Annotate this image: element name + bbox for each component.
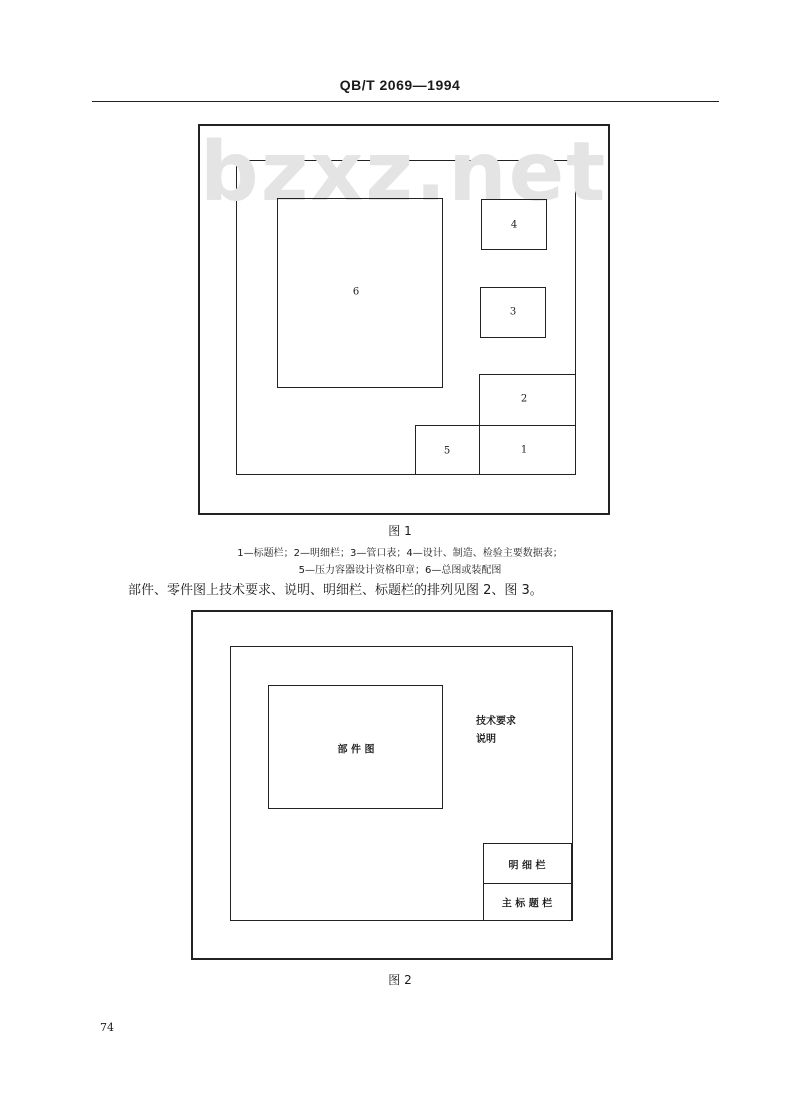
- figure1-legend-line2: 5—压力容器设计资格印章；6—总图或装配图: [298, 565, 502, 576]
- notes-text: 说明: [476, 734, 496, 745]
- figure1-region-1: [479, 425, 576, 475]
- page-number: 74: [100, 1021, 114, 1034]
- tech-requirements-text: 技术要求: [476, 716, 516, 727]
- standard-number-header: QB/T 2069—1994: [339, 77, 461, 93]
- region-5-label: 5: [443, 445, 451, 457]
- body-paragraph: 部件、零件图上技术要求、说明、明细栏、标题栏的排列见图 2、图 3。: [128, 583, 543, 598]
- figure2-caption: 图 2: [388, 973, 412, 987]
- header-rule: [92, 101, 719, 102]
- watermark: bzxz.net: [200, 125, 608, 220]
- region-1-label: 1: [520, 444, 528, 456]
- figure1-caption: 图 1: [388, 524, 412, 538]
- figure1-region-6: [277, 198, 443, 388]
- region-4-label: 4: [510, 219, 518, 231]
- region-3-label: 3: [509, 306, 517, 318]
- part-drawing-label: 部 件 图: [337, 744, 375, 756]
- region-2-label: 2: [520, 393, 528, 405]
- figure1-region-2: [479, 374, 576, 426]
- title-block-label: 主 标 题 栏: [501, 898, 553, 910]
- parts-list-label: 明 细 栏: [508, 860, 546, 872]
- region-6-label: 6: [352, 286, 360, 298]
- figure1-legend-line1: 1—标题栏；2—明细栏；3—管口表；4—设计、制造、检验主要数据表；: [237, 548, 563, 559]
